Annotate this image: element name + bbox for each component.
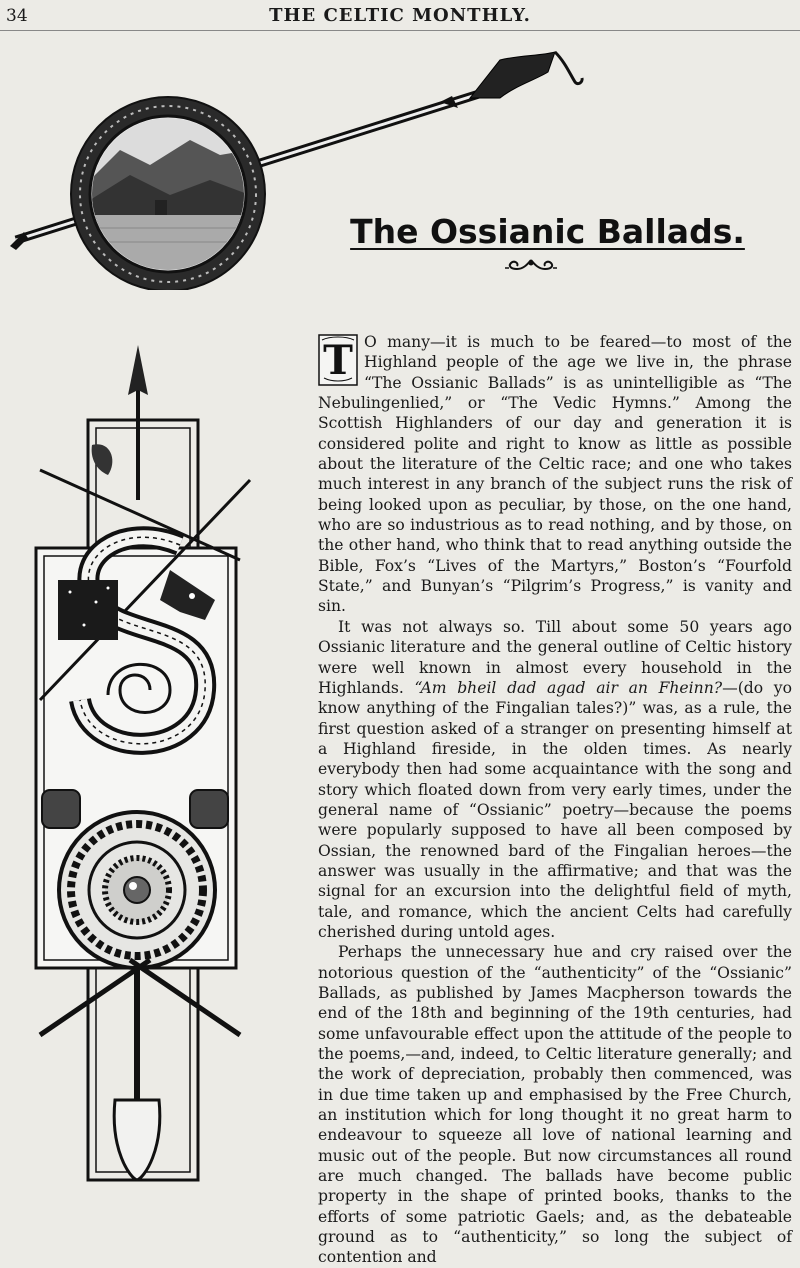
drop-cap (318, 334, 358, 386)
paragraph-3 (318, 942, 792, 1268)
celtic-ornamental-column (22, 340, 292, 1190)
paragraph-1-text: O many—it is much to be feared—to most of the Highland people of the age we live in, the phrase “The Ossianic Ballads” is as unintelligible as “The Nebulingenlied,” or “The Vedic Hymns.” Among the Scottish Highlanders of our day and generation it is considered polite and right to know as little as possible about the literature of the Celtic race; and one who takes much interest in any branch of the subject runs the risk of being looked upon as peculiar, by those, on the one hand, who are so industrious as to read nothing, and by those, on the other hand, who think that to read anything outside the Bible, Fox’s “Lives of the Martyrs,” Boston’s “Fourfold State,” and Bunyan’s “Pilgrim’s Progress,” is vanity and sin. (318, 333, 792, 616)
paragraph-2-text-a: It was not always so. Till about some 50 years ago Ossianic literature and the general outline of Celtic history were well known in almost every household in the Highlands. (318, 617, 792, 697)
article-title: The Ossianic Ballads. (350, 212, 745, 251)
header-rule (0, 30, 800, 31)
page-number: 34 (6, 6, 28, 26)
fleuron-ornament (503, 257, 559, 273)
bleed-through-text (400, 40, 790, 180)
paragraph-1 (318, 332, 792, 617)
running-title: THE CELTIC MONTHLY. (269, 5, 531, 26)
drop-cap-letter: T (323, 337, 353, 384)
paragraph-2-text-b: —(do yo know anything of the Fingalian tales?)” was, as a rule, the first question asked of a stranger on presenting himself at a Highland fireside, in the olden times. As nearly everybody then had some acquaintance with the song and story which floated down from very early times, under the general name of “Ossianic” poetry—because the poems were popularly supposed to have all been composed by Ossian, the renowned bard of the Fingalian heroes—the answer was usually in the affirmative; and that was the signal for an excursion into the delightful field of myth, tale, and romance, which the ancient Celts had carefully cherished during untold ages. (318, 678, 792, 941)
paragraph-2 (318, 617, 792, 943)
gaelic-question: “Am bheil dad agad air an Fheinn? (414, 678, 723, 697)
article-body (318, 332, 792, 1268)
drop-cap-ornament (318, 334, 358, 386)
paragraph-3-text: Perhaps the unnecessary hue and cry raised over the notorious question of the “authenticity” of the “Ossianic” Ballads, as published by James Macpherson towards the end of the 18th and beginning of the 19th centuries, had some unfavourable effect upon the attitude of the people to the poems,—and, indeed, to Celtic literature generally; and the work of depreciation, probably then commenced, was in due time taken up and emphasised by the Free Church, an institution which for long thought it no great harm to endeavour to squeeze all love of national learning and music out of the people. But now circumstances all round are much changed. The ballads have become public property in the shape of printed books, thanks to the efforts of some patriotic Gaels; and, as the debateable ground as to “authenticity,” so long the subject of contention and (318, 943, 792, 1267)
